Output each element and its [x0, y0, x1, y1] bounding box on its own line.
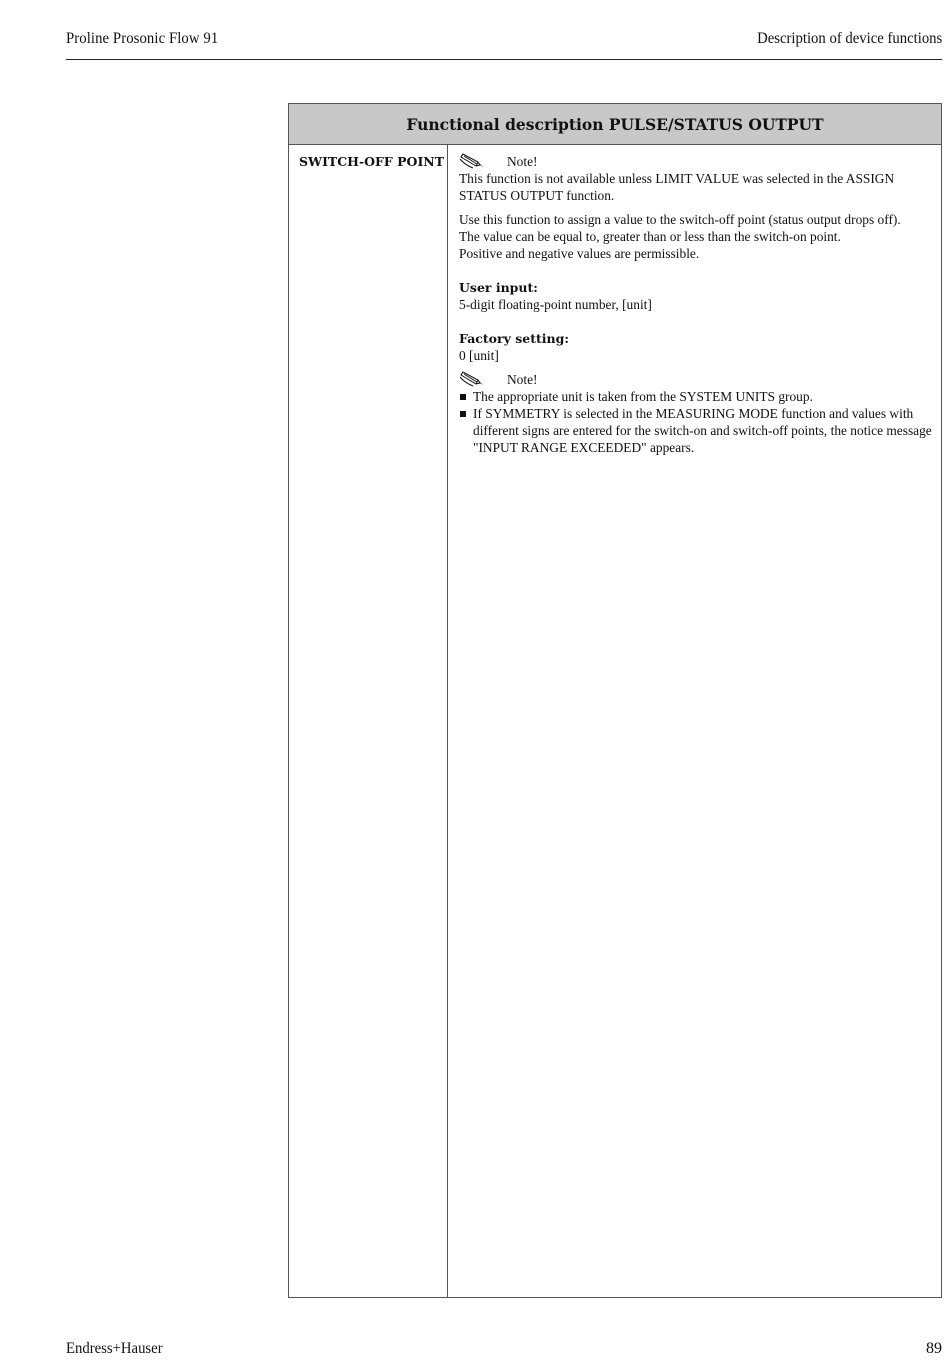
bullet-square-icon — [460, 411, 466, 417]
company-name: Endress+Hauser — [66, 1340, 163, 1357]
description-line: The value can be equal to, greater than or less than the switch-on point. — [459, 229, 841, 244]
note-text: This function is not available unless LIMIT VALUE was selected in the ASSIGN STATUS OUTPUT function. — [459, 171, 895, 203]
note-heading — [459, 371, 937, 388]
section-title: Description of device functions — [756, 30, 942, 47]
page-number: 89 — [926, 1340, 942, 1357]
function-name: SWITCH-OFF POINT — [299, 154, 445, 169]
table-body — [289, 145, 941, 1297]
document-title: Proline Prosonic Flow 91 — [66, 30, 219, 47]
factory-setting-value: 0 [unit] — [459, 348, 499, 363]
pencil-note-icon — [459, 153, 485, 170]
user-input-value: 5-digit floating-point number, [unit] — [459, 297, 652, 312]
note-heading — [459, 153, 937, 170]
list-item — [459, 405, 937, 456]
factory-setting-label: Factory setting: — [459, 331, 569, 346]
description-line: Use this function to assign a value to the switch-off point (status output drops off). — [459, 212, 901, 227]
function-description — [459, 153, 937, 456]
note-label: Note! — [507, 372, 538, 387]
pencil-note-icon — [459, 371, 485, 388]
note-label: Note! — [507, 154, 538, 169]
bullet-square-icon — [460, 394, 466, 400]
note-bullet-list — [459, 388, 937, 456]
user-input-label: User input: — [459, 280, 538, 295]
bullet-text: If SYMMETRY is selected in the MEASURING MODE function and values with different signs are entered for the switch-on and switch-off points, the notice message "INPUT RANGE EXCEEDED" appears. — [473, 406, 932, 455]
column-divider — [447, 145, 448, 1297]
header-rule — [66, 59, 942, 60]
list-item — [459, 388, 937, 405]
bullet-text: The appropriate unit is taken from the SYSTEM UNITS group. — [473, 389, 813, 404]
description-text — [459, 211, 937, 262]
description-line: Positive and negative values are permissible. — [459, 246, 700, 261]
table-title: Functional description PULSE/STATUS OUTPUT — [289, 104, 941, 145]
function-table — [288, 103, 942, 1298]
